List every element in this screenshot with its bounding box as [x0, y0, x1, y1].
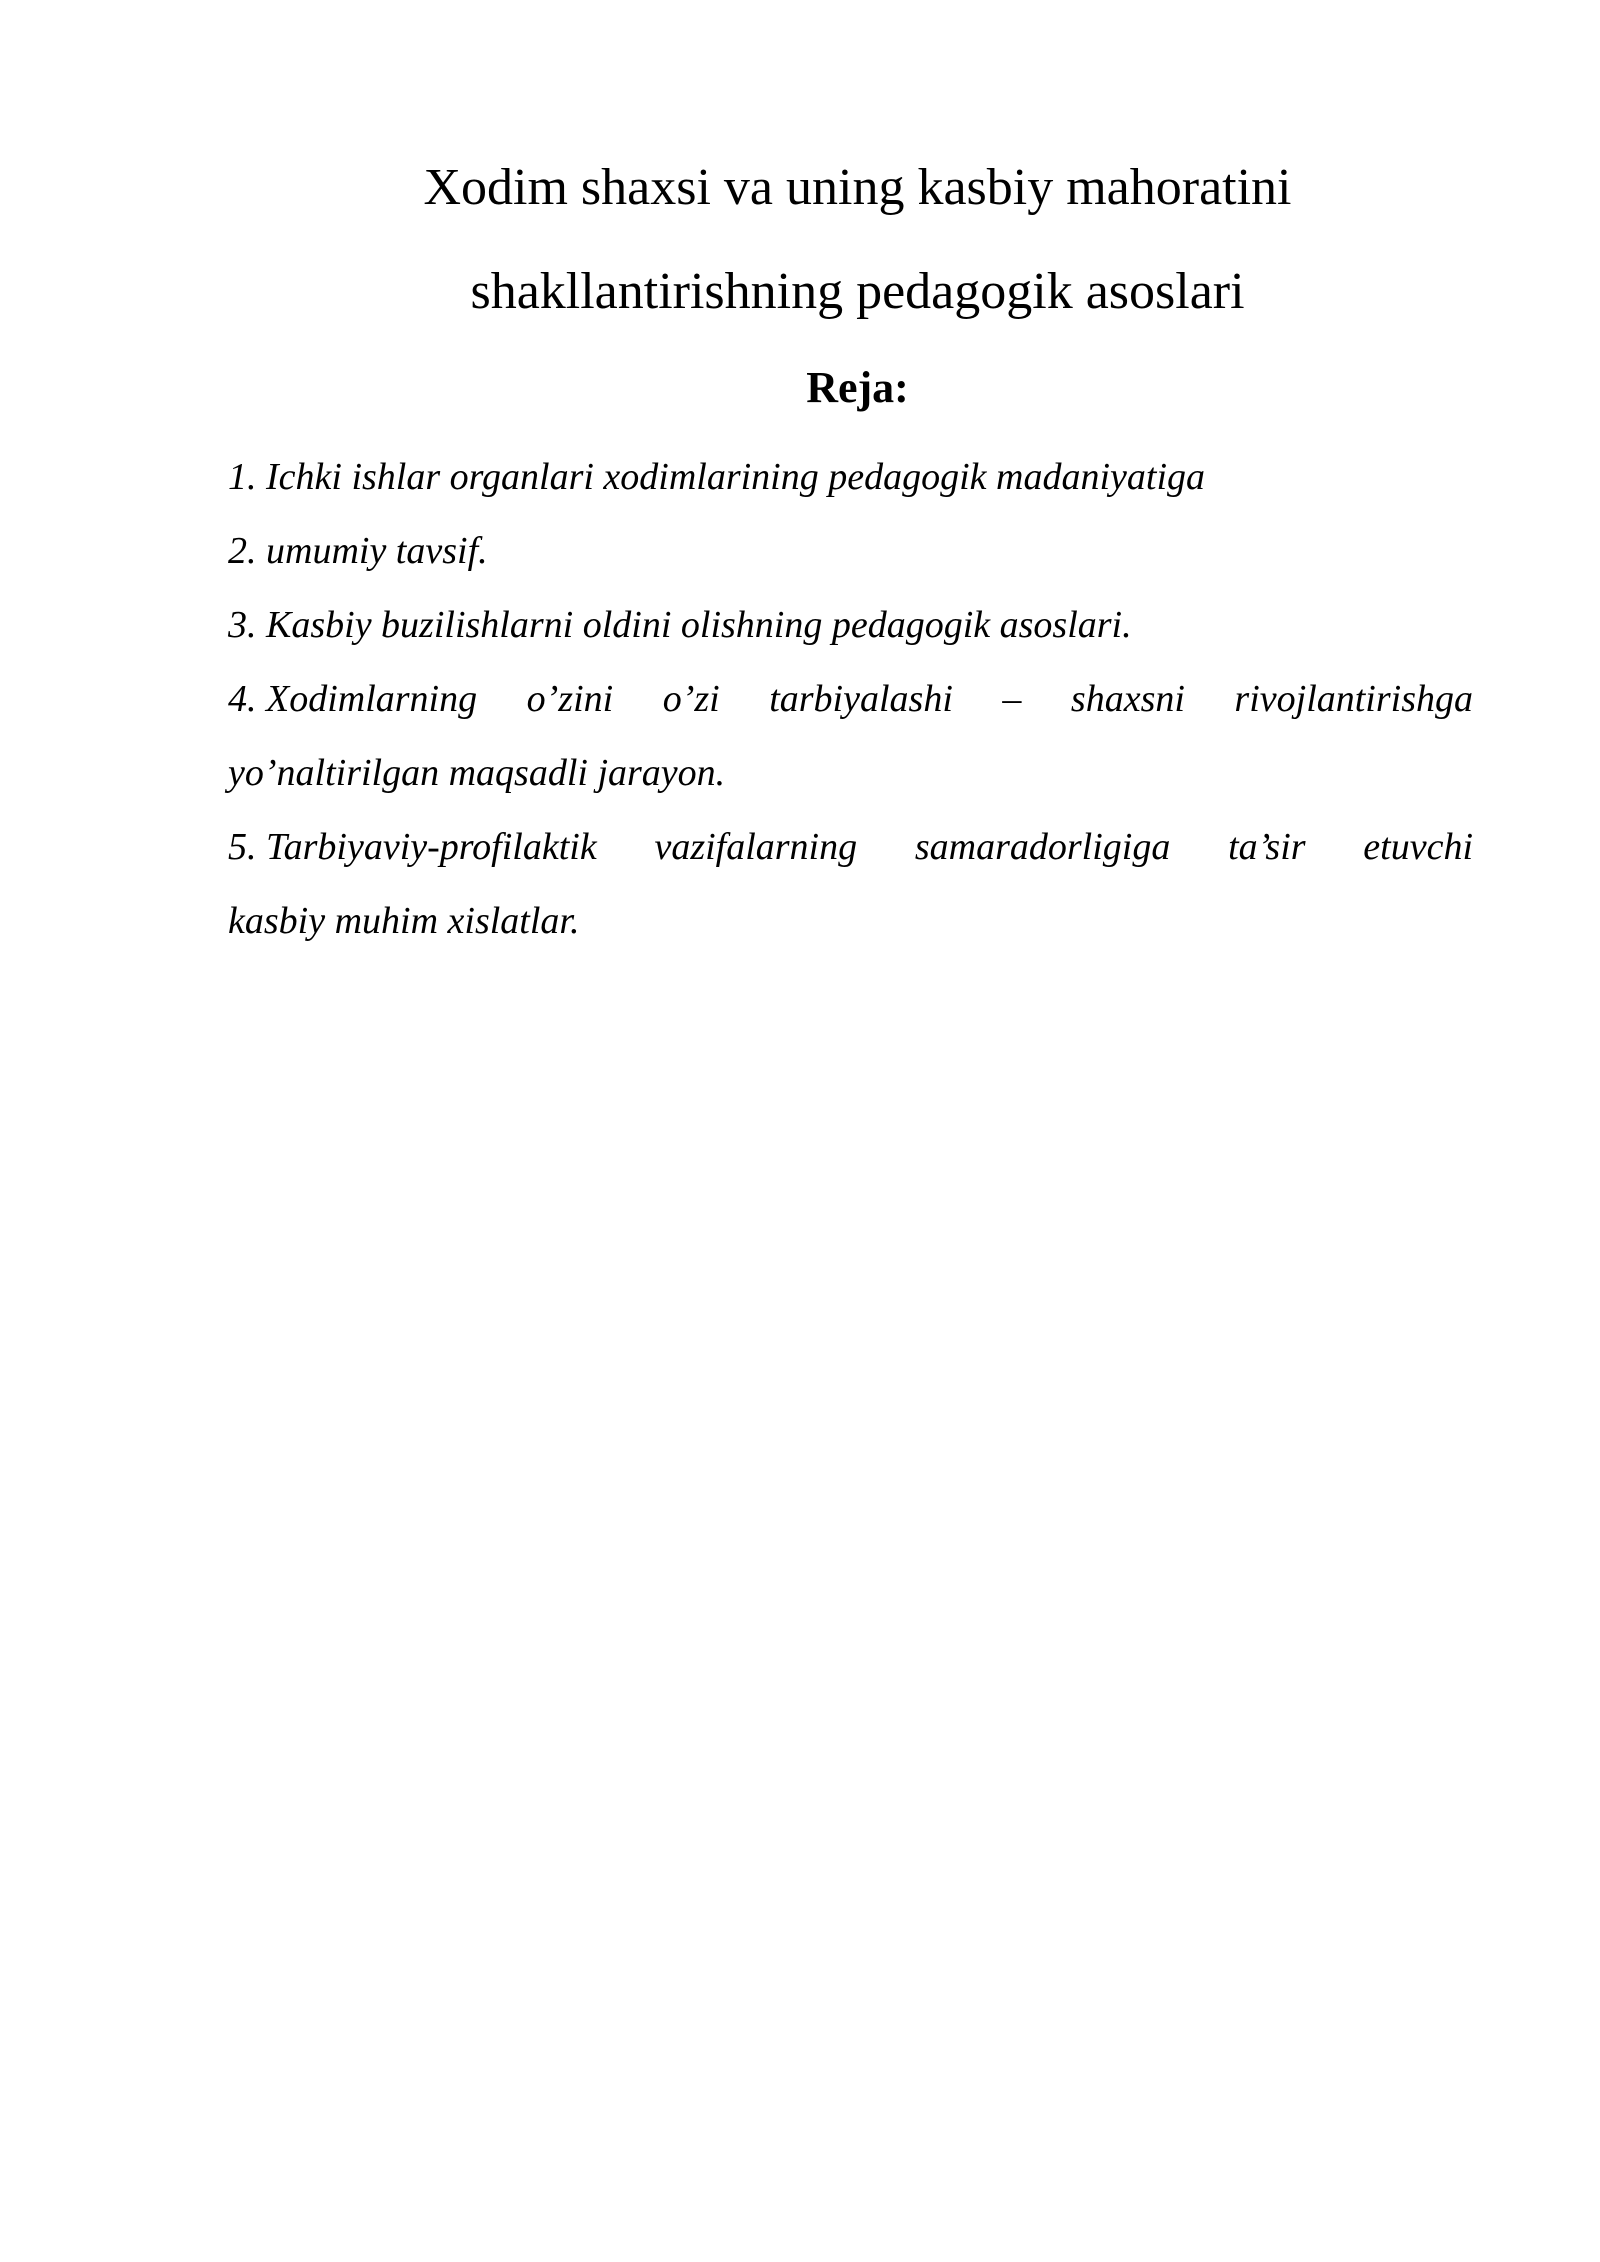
plan-item-number: 2. — [228, 530, 257, 572]
plan-item-5 — [228, 810, 1473, 884]
plan-item-text: umumiy tavsif. — [266, 530, 488, 572]
plan-item-number: 5. — [228, 826, 257, 868]
plan-list — [228, 440, 1473, 958]
plan-item-number: 1. — [228, 456, 257, 498]
plan-item-4 — [228, 662, 1473, 736]
plan-item-1 — [228, 440, 1473, 514]
plan-item-2 — [228, 514, 1473, 588]
plan-item-text: Xodimlarning o’zini o’zi tarbiyalashi – shaxsni rivojlantirishga — [266, 678, 1473, 720]
plan-item-4-continuation: yo’naltirilgan maqsadli jarayon. — [228, 752, 726, 794]
plan-item-number: 4. — [228, 678, 257, 720]
plan-item-text: Tarbiyaviy-profilaktik vazifalarning samaradorligiga ta’sir etuvchi — [266, 826, 1473, 868]
document-title-line-2: shakllantirishning pedagogik asoslari — [470, 263, 1245, 320]
plan-item-3 — [228, 588, 1473, 662]
plan-item-text: Kasbiy buzilishlarni oldini olishning pedagogik asoslari. — [266, 604, 1132, 646]
plan-item-5-continuation: kasbiy muhim xislatlar. — [228, 900, 580, 942]
document-title-line-1: Xodim shaxsi va uning kasbiy mahoratini — [423, 159, 1292, 216]
plan-item-text: Ichki ishlar organlari xodimlarining pedagogik madaniyatiga — [266, 456, 1206, 498]
plan-item-number: 3. — [228, 604, 257, 646]
plan-heading: Reja: — [806, 363, 909, 412]
